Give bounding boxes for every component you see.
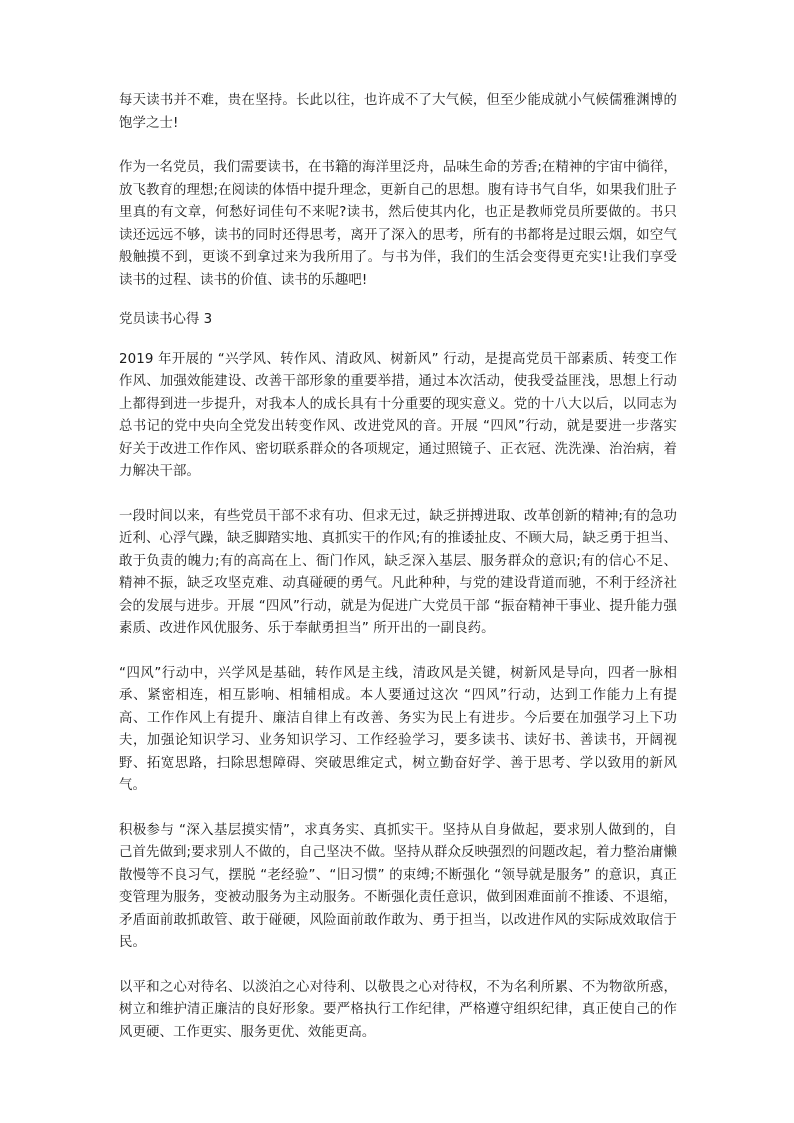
paragraph-grassroots: 积极参与 “深入基层摸实情”，求真务实、真抓实干。坚持从自身做起，要求别人做到的，自己首先做到;要求别人不做的，自己坚决不做。坚持从群众反映强烈的问题改起，着力整治庸懒散慢等不良习气，摆脱 “老经验”、“旧习惯” 的束缚;不断强化 “领导就是服务” 的意识，真正变管理为服务，变被动服务为主动服务。不断强化责任意识，做到困难面前不推诿、不退缩，矛盾面前敢抓敢管、敢于碰硬，风险面前敢作敢为、勇于担当，以改进作风的实际成效取信于民。: [119, 822, 677, 950]
paragraph-party-member-reading: 作为一名党员，我们需要读书，在书籍的海洋里泛舟，品味生命的芳香;在精神的宇宙中徜徉，放飞教育的理想;在阅读的体悟中提升理念，更新自己的思想。腹有诗书气自华，如果我们肚子里真的有文章，何愁好词佳句不来呢?读书，然后使其内化，也正是教师党员所要做的。书只读还远远不够，读书的同时还得思考，离开了深入的思考，所有的书都将是过眼云烟，如空气般触摸不到，更谈不到拿过来为我所用了。与书为伴，我们的生活会变得更充实!让我们享受读书的过程、读书的价值、读书的乐趣吧!: [119, 160, 677, 288]
section-heading: 党员读书心得 3: [119, 312, 213, 327]
paragraph-daily-reading: 每天读书并不难，贵在坚持。长此以往，也许成不了大气候，但至少能成就小气候儒雅渊博的饱学之士!: [119, 93, 677, 131]
paragraph-four-styles-relation: “四风”行动中，兴学风是基础，转作风是主线，清政风是关键，树新风是导向，四者一脉相承、紧密相连，相互影响、相辅相成。本人要通过这次 “四风”行动，达到工作能力上有提高、工作作风上有提升、廉洁自律上有改善、务实为民上有进步。今后要在加强学习上下功夫，加强论知识学习、业务知识学习、工作经验学习，要多读书、读好书、善读书，开阔视野、拓宽思路，扫除思想障碍、突破思维定式，树立勤奋好学、善于思考、学以致用的新风气。: [119, 665, 677, 793]
document-page: [119, 90, 677, 1044]
paragraph-four-styles-campaign: 2019 年开展的 “兴学风、转作风、清政风、树新风” 行动，是提高党员干部素质、转变工作作风、加强效能建设、改善干部形象的重要举措，通过本次活动，使我受益匪浅，思想上行动上都得到进一步提升，对我本人的成长具有十分重要的现实意义。党的十八大以后，以同志为总书记的党中央向全党发出转变作风、改进党风的音。开展 “四风”行动，就是要进一步落实好关于改进工作作风、密切联系群众的各项规定，通过照镜子、正衣冠、洗洗澡、治治病，着力解决干部。: [119, 351, 677, 479]
paragraph-problems: 一段时间以来，有些党员干部不求有功、但求无过，缺乏拼搏进取、改革创新的精神;有的急功近利、心浮气躁，缺乏脚踏实地、真抓实干的作风;有的推诿扯皮、不顾大局，缺乏勇于担当、敢于负责的魄力;有的高高在上、衙门作风，缺乏深入基层、服务群众的意识;有的信心不足、精神不振，缺乏攻坚克难、动真碰硬的勇气。凡此种种，与党的建设背道而驰，不利于经济社会的发展与进步。开展 “四风”行动，就是为促进广大党员干部 “振奋精神干事业、提升能力强素质、改进作风优服务、乐于奉献勇担当” 所开出的一副良药。: [119, 508, 677, 636]
paragraph-integrity: 以平和之心对待名、以淡泊之心对待利、以敬畏之心对待权，不为名利所累、不为物欲所惑，树立和维护清正廉洁的良好形象。要严格执行工作纪律，严格遵守组织纪律，真正使自己的作风更硬、工作更实、服务更优、效能更高。: [119, 979, 677, 1040]
